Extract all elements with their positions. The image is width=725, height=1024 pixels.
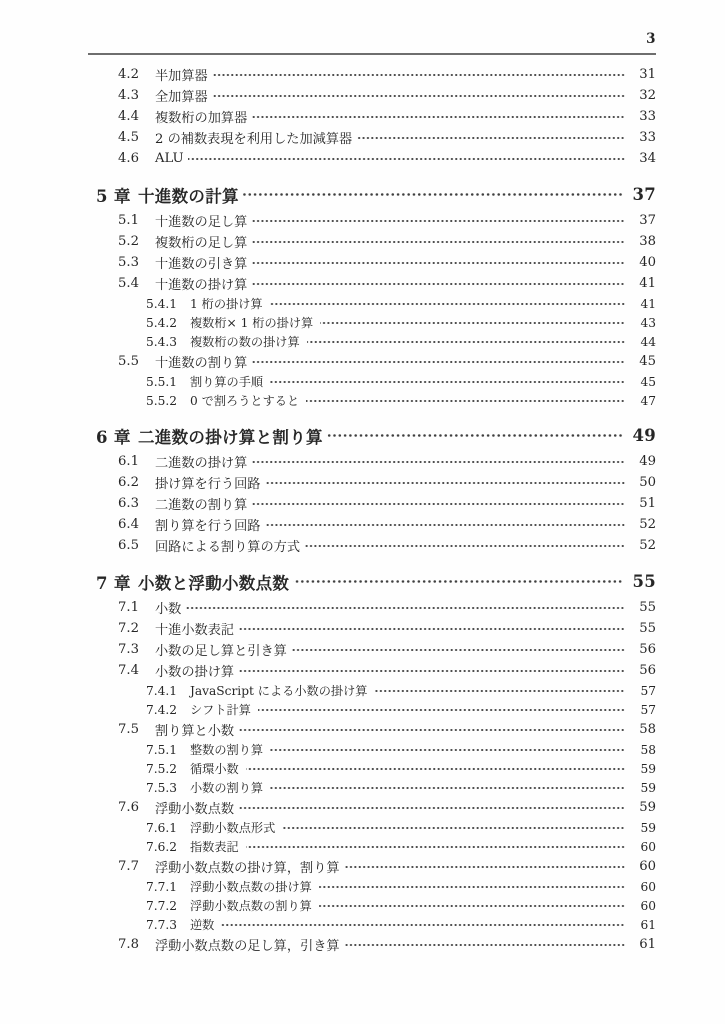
dot-leader [258, 703, 625, 717]
toc-entry-5-4-2 [88, 313, 656, 332]
toc-entry-number: 4.6 [118, 151, 139, 166]
toc-entry-page: 60 [640, 839, 656, 854]
dot-leader [185, 601, 625, 615]
toc-entry-7-1 [88, 597, 656, 618]
toc-entry-page: 61 [639, 937, 656, 952]
toc-entry-title: 指数表記 [190, 840, 239, 854]
toc-entry-7-3 [88, 639, 656, 660]
dot-leader [293, 574, 623, 590]
header-rule [88, 53, 656, 55]
dot-leader [251, 110, 625, 124]
toc-entry-number: 6.4 [118, 517, 139, 532]
toc-entry-title: 浮動小数点数の足し算，引き算 [155, 939, 340, 954]
dot-leader [251, 235, 625, 249]
toc-entry-page: 55 [639, 621, 656, 636]
toc-entry-title: 十進数の割り算 [155, 356, 248, 371]
toc-entry-7-5-1 [88, 740, 656, 759]
page-number: 3 [646, 31, 656, 47]
toc-entry-number: 7.5.2 [146, 761, 178, 776]
toc-entry-7-7-3 [88, 915, 656, 934]
toc-entry-number: 7.7.1 [146, 879, 178, 894]
toc-entry-7-8 [88, 934, 656, 955]
dot-leader [327, 428, 623, 444]
toc-entry-page: 58 [639, 722, 656, 737]
dot-leader [212, 68, 625, 82]
toc-entry-5 [88, 180, 656, 210]
toc-entry-7-6-2 [88, 837, 656, 856]
toc-entry-title: 浮動小数点数 [155, 802, 235, 817]
page-header [88, 0, 656, 55]
toc-entry-title: 小数と浮動小数点数 [138, 573, 290, 593]
toc-entry-title: 0 で割ろうとすると [190, 394, 300, 408]
toc-entry-title: 小数の足し算と引き算 [155, 644, 287, 659]
toc-entry-number: 5.4.2 [146, 315, 178, 330]
toc-entry-page: 56 [639, 663, 656, 678]
dot-leader [238, 664, 625, 678]
dot-leader [238, 622, 625, 636]
toc-entry-title: 十進小数表記 [155, 623, 235, 638]
toc-entry-title: 逆数 [190, 918, 215, 932]
toc-entry-7-7 [88, 856, 656, 877]
dot-leader [251, 455, 625, 469]
toc-entry-title: 掛け算を行う回路 [155, 477, 261, 492]
toc-entry-page: 41 [639, 276, 656, 291]
toc-entry-title: 浮動小数点数の掛け算 [190, 880, 312, 894]
toc-entry-title: 浮動小数点数の割り算 [190, 899, 312, 913]
toc-entry-page: 51 [639, 496, 656, 511]
toc-entry-page: 57 [640, 702, 656, 717]
toc-entry-number: 5.4.3 [146, 334, 178, 349]
toc-entry-page: 49 [639, 454, 656, 469]
dot-leader [356, 131, 625, 145]
toc-entry-4-6 [88, 148, 656, 169]
toc-entry-page: 59 [640, 780, 656, 795]
toc-entry-title: 複数桁の加算器 [155, 111, 248, 126]
toc-entry-5-3 [88, 252, 656, 273]
dot-leader [270, 781, 625, 795]
toc-entry-5-5 [88, 351, 656, 372]
toc-entry-number: 7.5 [118, 722, 139, 737]
dot-leader [221, 918, 625, 932]
toc-entry-5-2 [88, 231, 656, 252]
toc-entry-number: 4.4 [118, 109, 139, 124]
toc-entry-title: 複数桁× 1 桁の掛け算 [190, 316, 314, 330]
toc-entry-number: 6.5 [118, 538, 139, 553]
toc-entry-number: 5.1 [118, 213, 139, 228]
toc-entry-number: 7.8 [118, 937, 139, 952]
toc-entry-4-4 [88, 106, 656, 127]
toc-entry-number: 5 章 [96, 186, 131, 206]
toc-entry-title: 二進数の掛け算と割り算 [138, 427, 323, 447]
dot-leader [270, 297, 625, 311]
toc-entry-number: 6 章 [96, 427, 131, 447]
dot-leader [307, 335, 625, 349]
dot-leader [304, 539, 625, 553]
dot-leader [265, 518, 626, 532]
toc-entry-page: 49 [632, 426, 656, 445]
toc-entry-4-5 [88, 127, 656, 148]
toc-entry-number: 6.2 [118, 475, 139, 490]
toc-entry-page: 34 [639, 151, 656, 166]
toc-entry-number: 7.4.1 [146, 683, 178, 698]
toc-entry-page: 59 [640, 820, 656, 835]
toc-entry-6 [88, 421, 656, 451]
dot-leader [344, 860, 625, 874]
toc-entry-number: 7.4.2 [146, 702, 178, 717]
toc-entry-7-6-1 [88, 818, 656, 837]
toc-entry-number: 4.5 [118, 130, 139, 145]
toc-entry-page: 37 [639, 213, 656, 228]
toc-entry-title: 2 の補数表現を利用した加減算器 [155, 132, 353, 147]
toc-entry-number: 4.2 [118, 67, 139, 82]
dot-leader [246, 762, 625, 776]
dot-leader [291, 643, 625, 657]
toc-entry-6-3 [88, 493, 656, 514]
dot-leader [270, 743, 625, 757]
toc-entry-number: 5.4.1 [146, 296, 178, 311]
dot-leader [251, 355, 625, 369]
toc-entry-page: 33 [639, 109, 656, 124]
toc-entry-number: 7.6.2 [146, 839, 178, 854]
toc-entry-number: 7.1 [118, 600, 139, 615]
toc-entry-title: ALU [155, 151, 184, 166]
toc-entry-title: 浮動小数点形式 [190, 821, 276, 835]
toc-entry-title: 複数桁の足し算 [155, 236, 248, 251]
toc-entry-number: 7.7 [118, 859, 139, 874]
toc-entry-title: 小数の掛け算 [155, 665, 235, 680]
toc-entry-number: 7 章 [96, 573, 131, 593]
toc-entry-title: シフト計算 [190, 703, 251, 717]
toc-entry-title: 循環小数 [190, 762, 239, 776]
toc-entry-title: 整数の割り算 [190, 743, 264, 757]
toc-entry-number: 7.6.1 [146, 820, 178, 835]
toc-entry-7-7-2 [88, 896, 656, 915]
dot-leader [344, 938, 625, 952]
toc-entry-number: 7.7.3 [146, 917, 178, 932]
toc-entry-number: 7.3 [118, 642, 139, 657]
toc-entry-5-1 [88, 210, 656, 231]
toc-entry-page: 59 [639, 800, 656, 815]
toc-entry-page: 58 [640, 742, 656, 757]
toc-entry-5-4 [88, 273, 656, 294]
toc-entry-title: 割り算を行う回路 [155, 519, 261, 534]
dot-leader [374, 684, 625, 698]
toc-entry-title: 割り算の手順 [190, 375, 264, 389]
toc-entry-title: 二進数の掛け算 [155, 456, 248, 471]
toc-entry-page: 44 [640, 334, 656, 349]
toc-entry-title: 十進数の引き算 [155, 257, 248, 272]
toc-entry-number: 5.4 [118, 276, 139, 291]
toc-entry-number: 5.5 [118, 354, 139, 369]
toc-entry-7-5-2 [88, 759, 656, 778]
toc-entry-number: 7.7.2 [146, 898, 178, 913]
dot-leader [306, 394, 625, 408]
toc-entry-6-2 [88, 472, 656, 493]
toc-entry-page: 38 [639, 234, 656, 249]
toc-entry-page: 41 [640, 296, 656, 311]
toc-entry-5-4-3 [88, 332, 656, 351]
toc-entry-page: 61 [640, 917, 656, 932]
dot-leader [251, 214, 625, 228]
toc-entry-page: 43 [640, 315, 656, 330]
toc-entry-7-5 [88, 719, 656, 740]
toc-entry-page: 52 [639, 517, 656, 532]
toc-entry-5-4-1 [88, 294, 656, 313]
dot-leader [265, 476, 626, 490]
toc-entry-6-5 [88, 535, 656, 556]
toc-entry-number: 7.6 [118, 800, 139, 815]
toc-entry-page: 47 [640, 393, 656, 408]
toc-entry-page: 55 [632, 572, 656, 591]
toc-entry-page: 40 [639, 255, 656, 270]
toc-entry-page: 50 [639, 475, 656, 490]
toc-entry-title: 1 桁の掛け算 [190, 297, 263, 311]
dot-leader [251, 497, 625, 511]
toc-entry-number: 7.2 [118, 621, 139, 636]
dot-leader [243, 187, 623, 203]
toc-entry-title: 半加算器 [155, 69, 208, 84]
dot-leader [212, 89, 625, 103]
dot-leader [251, 256, 625, 270]
toc-entry-page: 32 [639, 88, 656, 103]
toc-entry-title: 全加算器 [155, 90, 208, 105]
toc-entry-title: 十進数の足し算 [155, 215, 248, 230]
toc-entry-4-3 [88, 85, 656, 106]
toc-entry-number: 6.3 [118, 496, 139, 511]
toc-entry-number: 7.5.3 [146, 780, 178, 795]
toc-entry-7-2 [88, 618, 656, 639]
toc-entry-title: 浮動小数点数の掛け算，割り算 [155, 861, 340, 876]
toc-entry-title: JavaScript による小数の掛け算 [190, 684, 368, 698]
toc-entry-page: 37 [632, 185, 656, 204]
toc-entry-6-4 [88, 514, 656, 535]
toc-entry-page: 45 [640, 374, 656, 389]
toc-entry-5-5-2 [88, 391, 656, 410]
dot-leader [188, 152, 625, 166]
toc-list [88, 64, 656, 955]
toc-entry-title: 割り算と小数 [155, 724, 235, 739]
dot-leader [320, 316, 625, 330]
dot-leader [238, 801, 625, 815]
toc-entry-number: 6.1 [118, 454, 139, 469]
dot-leader [282, 821, 625, 835]
toc-entry-title: 十進数の掛け算 [155, 278, 248, 293]
toc-entry-number: 5.5.1 [146, 374, 178, 389]
dot-leader [319, 880, 625, 894]
toc-entry-5-5-1 [88, 372, 656, 391]
toc-entry-page: 59 [640, 761, 656, 776]
toc-entry-7-5-3 [88, 778, 656, 797]
toc-entry-title: 小数の割り算 [190, 781, 264, 795]
toc-entry-title: 回路による割り算の方式 [155, 540, 301, 555]
toc-entry-7-7-1 [88, 877, 656, 896]
toc-entry-number: 5.2 [118, 234, 139, 249]
toc-entry-page: 45 [639, 354, 656, 369]
toc-entry-title: 十進数の計算 [138, 186, 239, 206]
toc-entry-title: 複数桁の数の掛け算 [190, 335, 300, 349]
dot-leader [246, 840, 625, 854]
toc-entry-4-2 [88, 64, 656, 85]
toc-entry-7-4-1 [88, 681, 656, 700]
toc-entry-number: 5.5.2 [146, 393, 178, 408]
dot-leader [251, 277, 625, 291]
toc-entry-number: 7.4 [118, 663, 139, 678]
toc-entry-page: 33 [639, 130, 656, 145]
toc-entry-title: 小数 [155, 602, 182, 617]
toc-entry-number: 5.3 [118, 255, 139, 270]
toc-entry-page: 57 [640, 683, 656, 698]
toc-entry-page: 60 [640, 898, 656, 913]
toc-entry-7-4-2 [88, 700, 656, 719]
toc-entry-page: 60 [640, 879, 656, 894]
toc-entry-page: 55 [639, 600, 656, 615]
dot-leader [238, 723, 625, 737]
toc-entry-title: 二進数の割り算 [155, 498, 248, 513]
toc-entry-page: 60 [639, 859, 656, 874]
toc-entry-page: 31 [639, 67, 656, 82]
dot-leader [319, 899, 625, 913]
toc-entry-page: 56 [639, 642, 656, 657]
toc-entry-7 [88, 567, 656, 597]
dot-leader [270, 375, 625, 389]
toc-entry-number: 7.5.1 [146, 742, 178, 757]
toc-entry-6-1 [88, 451, 656, 472]
toc-entry-number: 4.3 [118, 88, 139, 103]
toc-entry-page: 52 [639, 538, 656, 553]
toc-entry-7-4 [88, 660, 656, 681]
toc-entry-7-6 [88, 797, 656, 818]
